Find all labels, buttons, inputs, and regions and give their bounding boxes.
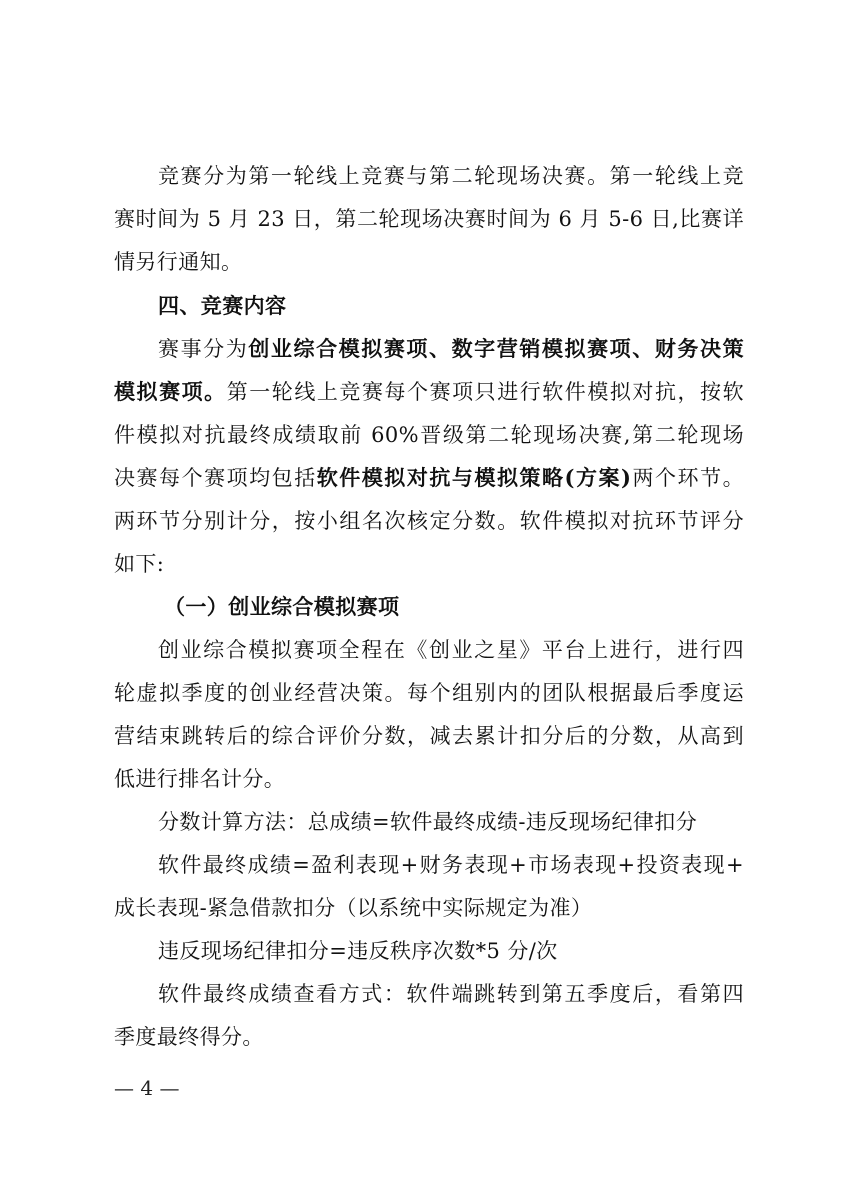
formula-total-score: 分数计算方法：总成绩=软件最终成绩-违反现场纪律扣分 [158, 810, 698, 834]
paragraph-events-line-6: 如下: [114, 552, 165, 576]
view-method-line-2: 季度最终得分。 [114, 1025, 264, 1049]
page-number: — 4 — [114, 1076, 180, 1100]
paragraph-events-line-1 [158, 335, 744, 363]
section-heading-competition-content: 四、竞赛内容 [158, 293, 287, 318]
paragraph-competition-rounds-line-2: 赛时间为 5 月 23 日，第二轮现场决赛时间为 6 月 5-6 日,比赛详 [114, 207, 744, 231]
paragraph-events-line-3: 件模拟对抗最终成绩取前 60%晋级第二轮现场决赛,第二轮现场 [114, 423, 744, 447]
formula-software-score-line-2: 成长表现-紧急借款扣分（以系统中实际规定为准） [114, 896, 593, 920]
subsection-heading-entrepreneurship: （一）创业综合模拟赛项 [164, 594, 400, 619]
paragraph-events-line-4 [114, 464, 744, 492]
events-final-suffix: 两个环节。 [631, 466, 745, 490]
paragraph-competition-rounds-line-1: 竞赛分为第一轮线上竞赛与第二轮现场决赛。第一轮线上竞 [158, 164, 744, 188]
paragraph-competition-rounds-line-3: 情另行通知。 [114, 250, 243, 274]
paragraph-events-line-2 [114, 378, 744, 406]
events-list-bold: 创业综合模拟赛项、数字营销模拟赛项、财务决策 [248, 336, 744, 361]
paragraph-entrepreneurship-line-3: 营结束跳转后的综合评价分数，减去累计扣分后的分数，从高到 [114, 724, 744, 748]
paragraph-entrepreneurship-line-4: 低进行排名计分。 [114, 767, 286, 791]
events-final-components-bold: 软件模拟对抗与模拟策略(方案) [316, 465, 632, 490]
events-intro-text: 赛事分为 [158, 337, 249, 361]
paragraph-entrepreneurship-line-1: 创业综合模拟赛项全程在《创业之星》平台上进行，进行四 [158, 638, 744, 662]
formula-discipline-penalty: 违反现场纪律扣分=违反秩序次数*5 分/次 [158, 939, 558, 963]
events-final-intro: 决赛每个赛项均包括 [114, 466, 317, 490]
events-first-round-text: 第一轮线上竞赛每个赛项只进行软件模拟对抗，按软 [226, 380, 744, 404]
paragraph-events-line-5: 两环节分别计分，按小组名次核定分数。软件模拟对抗环节评分 [114, 509, 744, 533]
events-list-bold-end: 模拟赛项。 [114, 379, 227, 404]
formula-software-score-line-1: 软件最终成绩=盈利表现+财务表现+市场表现+投资表现+ [158, 853, 744, 877]
paragraph-entrepreneurship-line-2: 轮虚拟季度的创业经营决策。每个组别内的团队根据最后季度运 [114, 681, 744, 705]
view-method-line-1: 软件最终成绩查看方式：软件端跳转到第五季度后，看第四 [158, 982, 744, 1006]
